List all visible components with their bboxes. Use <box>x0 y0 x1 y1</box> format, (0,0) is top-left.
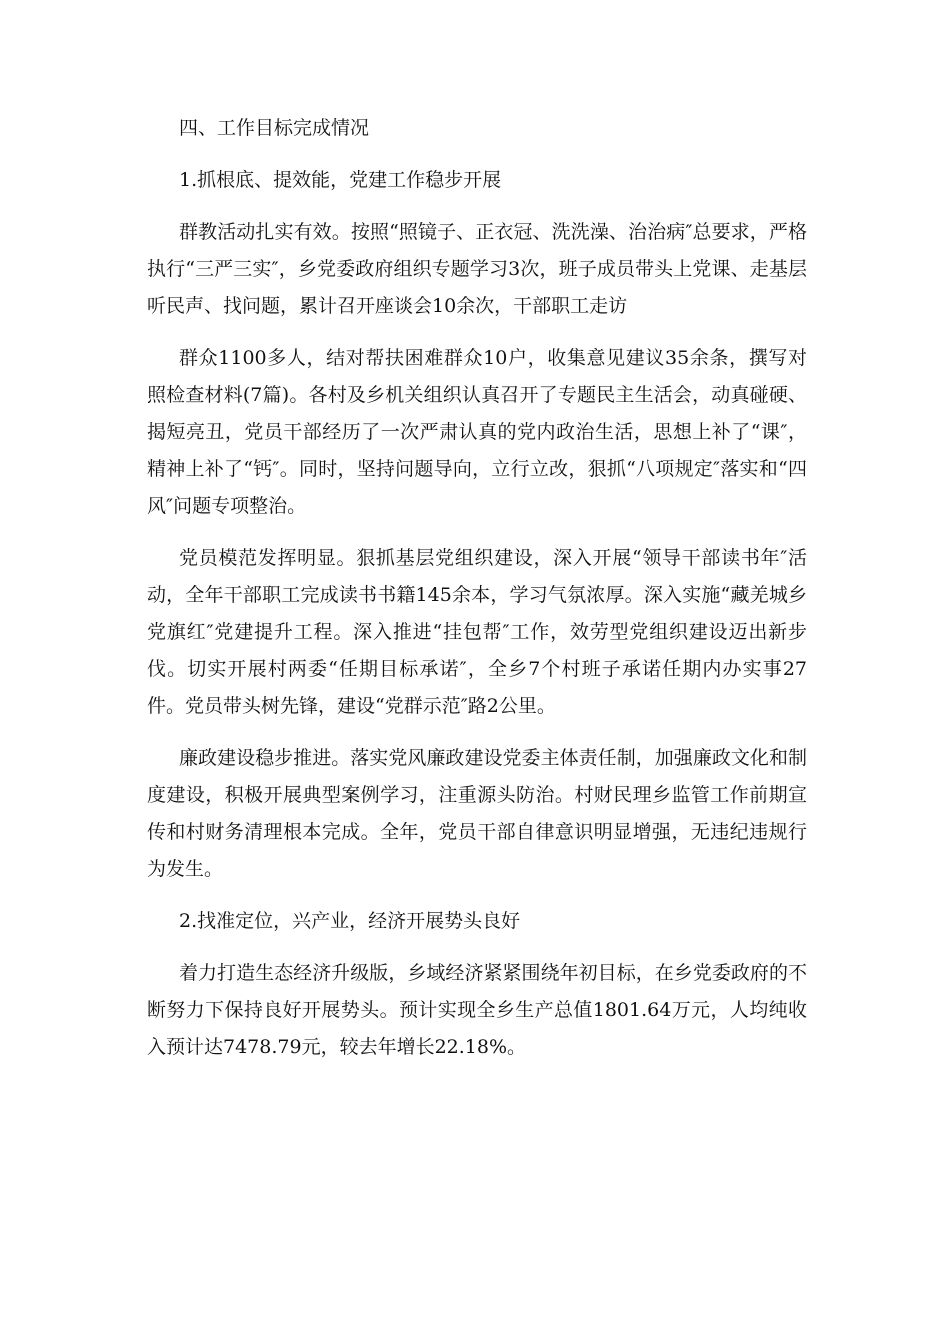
section-title: 四、工作目标完成情况 <box>179 117 370 139</box>
paragraph-mass-visits: 群众1100多人，结对帮扶困难群众10户，收集意见建议35余条，撰写对照检查材料(7篇)。各村及乡机关组织认真召开了专题民主生活会，动真碰硬、揭短亮丑，党员干部经历了一次严肃认真的党内政治生活，思想上补了“课″，精神上补了“钙″。同时，坚持问题导向，立行立改，狠抓“八项规定″落实和“四风″问题专项整治。 <box>147 347 807 517</box>
paragraph-mass-education: 群教活动扎实有效。按照“照镜子、正衣冠、洗洗澡、治治病″总要求，严格执行“三严三实″，乡党委政府组织专题学习3次，班子成员带头上党课、走基层听民声、找问题，累计召开座谈会10余次，干部职工走访 <box>147 221 807 317</box>
paragraph-clean-government: 廉政建设稳步推进。落实党风廉政建设党委主体责任制，加强廉政文化和制度建设，积极开展典型案例学习，注重源头防治。村财民理乡监管工作前期宣传和村财务清理根本完成。全年，党员干部自律意识明显增强，无违纪违规行为发生。 <box>147 747 807 880</box>
subheading-party-building: 1.抓根底、提效能，党建工作稳步开展 <box>179 169 502 191</box>
subheading-economy: 2.找准定位，兴产业，经济开展势头良好 <box>179 910 521 932</box>
paragraph-party-members: 党员模范发挥明显。狠抓基层党组织建设，深入开展“领导干部读书年″活动，全年干部职工完成读书书籍145余本，学习气氛浓厚。深入实施“藏羌城乡党旗红″党建提升工程。深入推进“挂包帮″工作，效劳型党组织建设迈出新步伐。切实开展村两委“任期目标承诺″，全乡7个村班子承诺任期内办实事27件。党员带头树先锋，建设“党群示范″路2公里。 <box>147 547 807 717</box>
paragraph-economy: 着力打造生态经济升级版，乡域经济紧紧围绕年初目标，在乡党委政府的不断努力下保持良好开展势头。预计实现全乡生产总值1801.64万元，人均纯收入预计达7478.79元，较去年增长22.18%。 <box>147 962 807 1058</box>
document-body <box>147 110 807 1081</box>
